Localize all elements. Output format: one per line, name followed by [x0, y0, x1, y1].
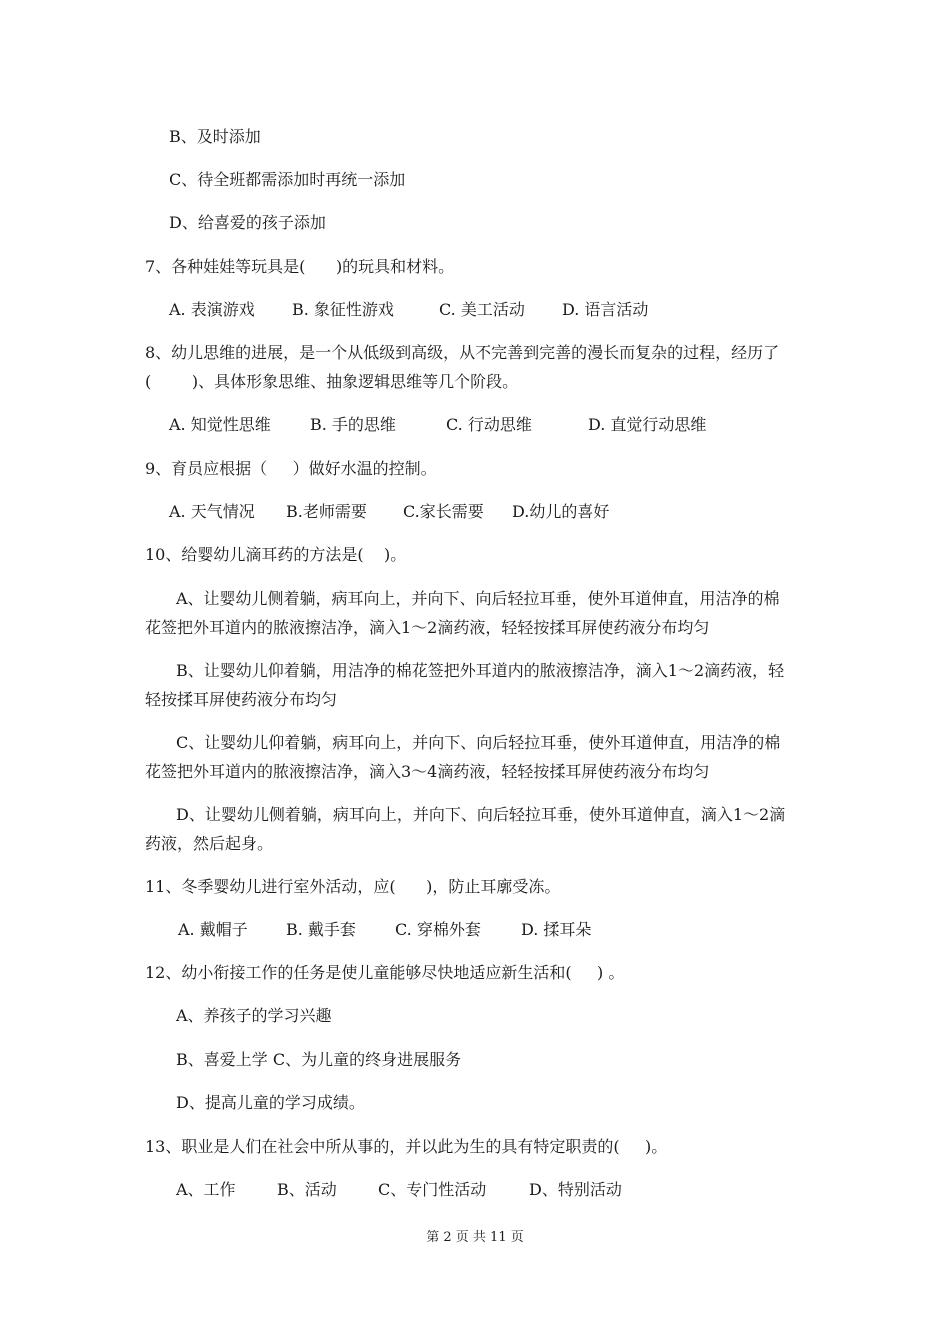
q12-option-d: D、提高儿童的学习成绩。: [176, 1093, 365, 1112]
question-11: 11、冬季婴幼儿进行室外活动，应( )，防止耳廓受冻。: [145, 877, 561, 896]
q10-option-d-line2: 药液，然后起身。: [145, 834, 274, 853]
q13-option-a: A、工作: [176, 1180, 236, 1199]
question-13: 13、职业是人们在社会中所从事的，并以此为生的具有特定职责的( )。: [145, 1137, 668, 1156]
question-9: 9、育员应根据（ ）做好水温的控制。: [145, 459, 437, 478]
question-8-line2: ( )、具体形象思维、抽象逻辑思维等几个阶段。: [145, 372, 519, 391]
question-10: 10、给婴幼儿滴耳药的方法是( )。: [145, 545, 407, 564]
q9-option-b: B.老师需要: [286, 502, 367, 521]
q11-option-b: B. 戴手套: [286, 920, 356, 939]
q11-option-a: A. 戴帽子: [178, 920, 248, 939]
question-7: 7、各种娃娃等玩具是( )的玩具和材料。: [145, 257, 455, 276]
option-d-prev: D、给喜爱的孩子添加: [169, 213, 326, 232]
q13-option-b: B、活动: [277, 1180, 337, 1199]
q12-option-a: A、养孩子的学习兴趣: [176, 1006, 332, 1025]
q11-option-d: D. 揉耳朵: [521, 920, 592, 939]
q9-option-a: A. 天气情况: [169, 502, 255, 521]
q10-option-b-line1: B、让婴幼儿仰着躺，用洁净的棉花签把外耳道内的脓液擦洁净，滴入1～2滴药液，轻: [176, 661, 785, 680]
q7-option-d: D. 语言活动: [562, 300, 649, 319]
q13-option-c: C、专门性活动: [378, 1180, 487, 1199]
q10-option-c-line2: 花签把外耳道内的脓液擦洁净，滴入3～4滴药液，轻轻按揉耳屏使药液分布均匀: [145, 762, 710, 781]
q10-option-b-line2: 轻按揉耳屏使药液分布均匀: [145, 690, 338, 709]
q8-option-a: A. 知觉性思维: [169, 415, 271, 434]
question-12: 12、幼小衔接工作的任务是使儿童能够尽快地适应新生活和( ) 。: [145, 963, 625, 982]
q10-option-d-line1: D、让婴幼儿侧着躺，病耳向上，并向下、向后轻拉耳垂，使外耳道伸直，滴入1～2滴: [176, 805, 786, 824]
page-number-footer: 第 2 页 共 11 页: [426, 1230, 524, 1245]
q8-option-d: D. 直觉行动思维: [588, 415, 707, 434]
q10-option-a-line1: A、让婴幼儿侧着躺，病耳向上，并向下、向后轻拉耳垂，使外耳道伸直，用洁净的棉: [176, 589, 780, 608]
q10-option-a-line2: 花签把外耳道内的脓液擦洁净，滴入1～2滴药液，轻轻按揉耳屏使药液分布均匀: [145, 618, 710, 637]
q11-option-c: C. 穿棉外套: [395, 920, 481, 939]
q13-option-d: D、特别活动: [529, 1180, 622, 1199]
q10-option-c-line1: C、让婴幼儿仰着躺，病耳向上，并向下、向后轻拉耳垂，使外耳道伸直，用洁净的棉: [176, 733, 781, 752]
q8-option-c: C. 行动思维: [446, 415, 532, 434]
q8-option-b: B. 手的思维: [310, 415, 396, 434]
q9-option-c: C.家长需要: [403, 502, 484, 521]
q12-option-bc: B、喜爱上学 C、为儿童的终身进展服务: [176, 1050, 462, 1069]
q7-option-a: A. 表演游戏: [169, 300, 255, 319]
option-c-prev: C、待全班都需添加时再统一添加: [169, 170, 406, 189]
q9-option-d: D.幼儿的喜好: [512, 502, 610, 521]
q7-option-b: B. 象征性游戏: [292, 300, 394, 319]
option-b-prev: B、及时添加: [169, 127, 261, 146]
q7-option-c: C. 美工活动: [439, 300, 525, 319]
question-8-line1: 8、幼儿思维的进展，是一个从低级到高级，从不完善到完善的漫长而复杂的过程，经历了: [145, 343, 780, 362]
